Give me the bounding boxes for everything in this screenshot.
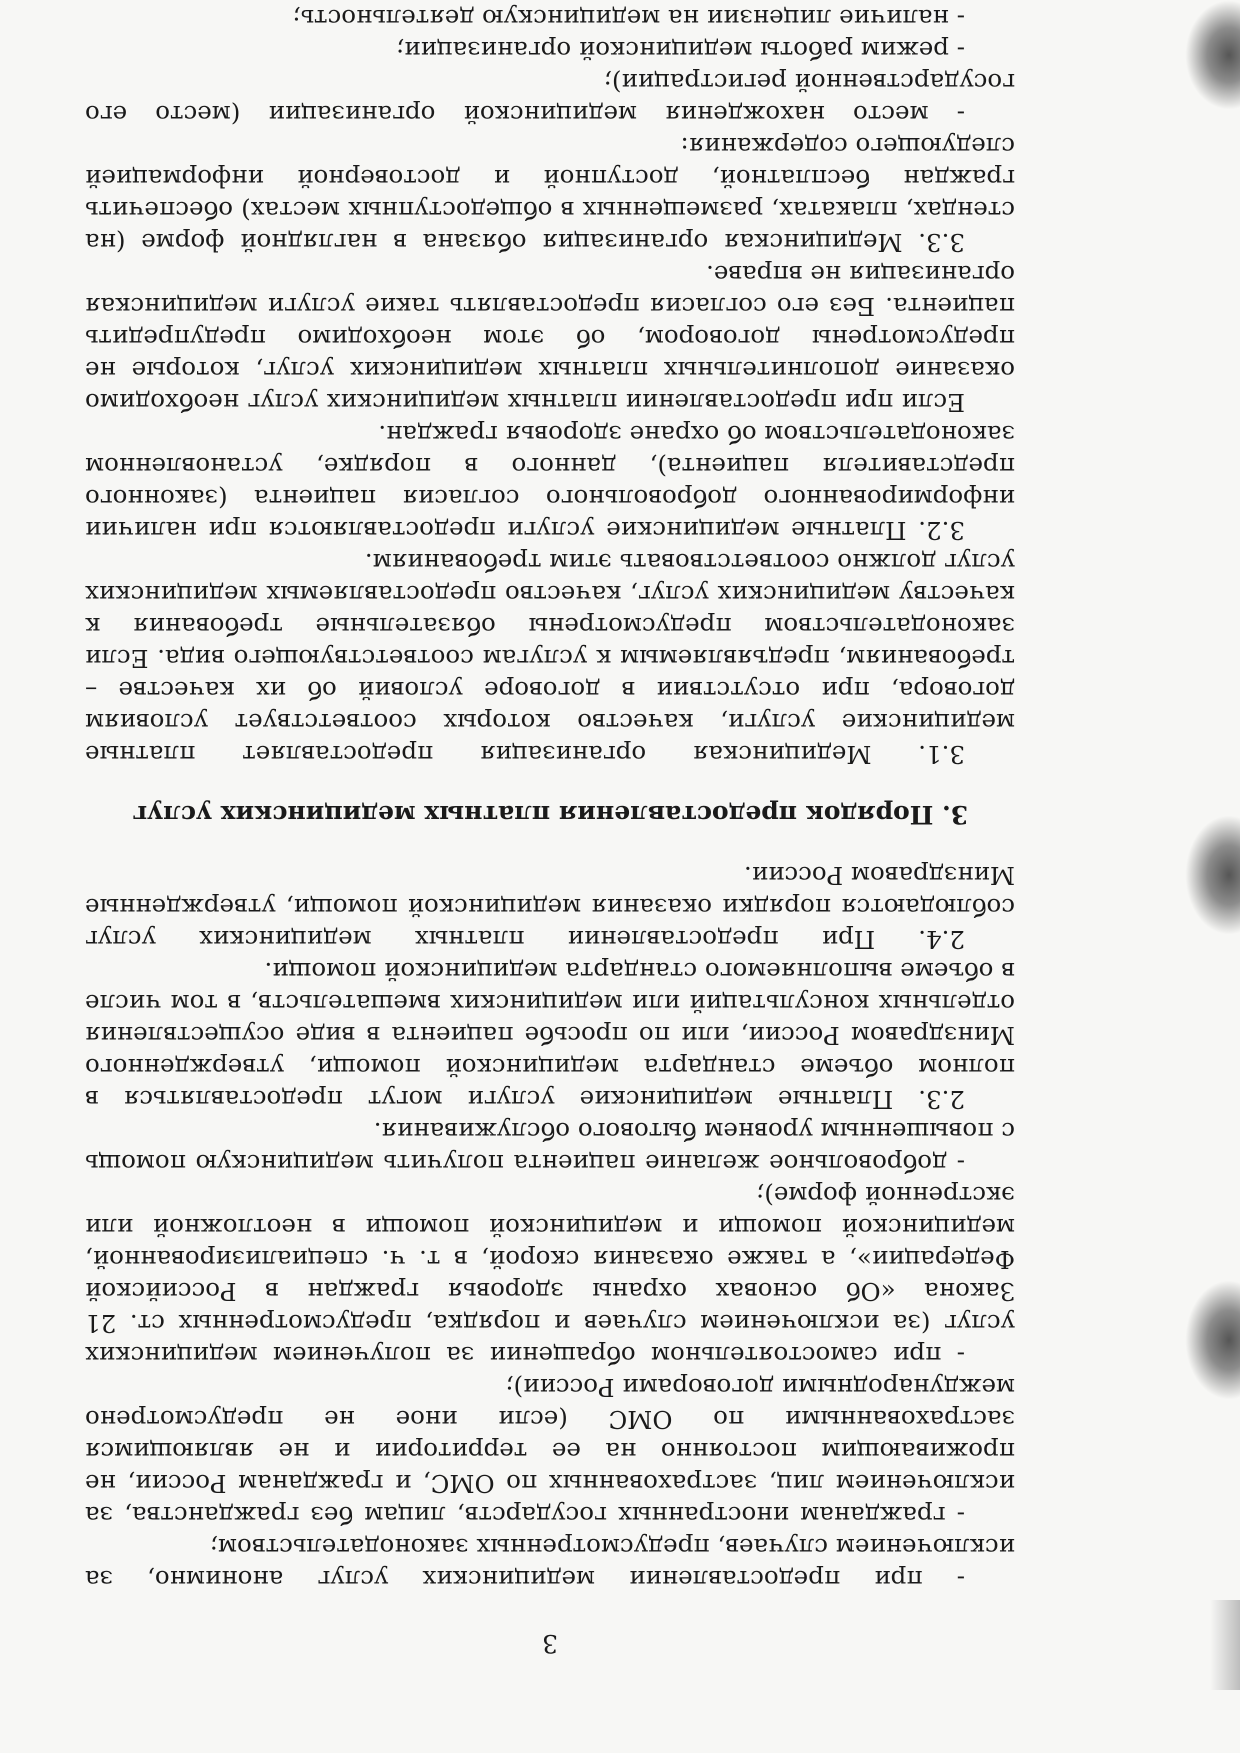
bullet-item: - место нахождения медицинской организации (место его государственной регистрации); xyxy=(85,68,1015,129)
bullet-item: - гражданам иностранных государств, лицам без гражданства, за исключением лиц, застрахованных по ОМС, и гражданам России, не проживающим постоянно на ее территории и не являющимся застрахованными по ОМС (если иное не предусмотрено международными договорами России); xyxy=(85,1373,1015,1530)
bullet-item: - добровольное желание пациента получить медицинскую помощь с повышенным уровнем бытового обслуживания. xyxy=(85,1117,1015,1178)
bullet-item: - наличие лицензии на медицинскую деятельность; xyxy=(292,4,965,33)
paragraph: 3.1. Медицинская организация предоставляет платные медицинские услуги, качество которых соответствует условиям договора, при отсутствии в договоре условий об их качестве – требованиям, предъявляемым к услугам соответствующего вида. Если законодательством предусмотрены обязательные требования к качеству медицинских услуг, качество предоставляемых медицинских услуг должно соответствовать этим требованиям. xyxy=(85,548,1015,769)
bullet-item: - при предоставлении медицинских услуг анонимно, за исключением случаев, предусмотренных законодательством; xyxy=(85,1533,1015,1594)
page-number: 3 xyxy=(542,1629,558,1658)
paragraphs-section-2 xyxy=(85,859,1015,1595)
bullet-item: - режим работы медицинской организации; xyxy=(395,36,965,65)
paragraph: 2.4. При предоставлении платных медицинских услуг соблюдаются порядки оказания медицинской помощи, утвержденные Минздравом России. xyxy=(85,861,1015,954)
section-heading: 3. Порядок предоставления платных медицинских услуг xyxy=(131,800,969,829)
paragraph: 2.3. Платные медицинские услуги могут предоставляться в полном объеме стандарта медицинской помощи, утвержденного Минздравом России, или по просьбе пациента в виде осуществления отдельных консультаций или медицинских вмешательств, в том числе в объеме выполняемого стандарта медицинской помощи. xyxy=(85,957,1015,1114)
paragraph: 3.2. Платные медицинские услуги предоставляются при наличии информированного добровольного согласия пациента (законного представителя пациента), данного в порядке, установленном законодательством об охране здоровья граждан. xyxy=(85,420,1015,545)
bullet-item: - при самостоятельном обращении за получением медицинских услуг (за исключением случаев и порядка, предусмотренных ст. 21 Закона «Об основах охраны здоровья граждан в Российской Федерации», а также оказания скорой, в т. ч. специализированной, медицинской помощи и медицинской помощи в неотложной или экстренной форме); xyxy=(85,1181,1015,1370)
paragraph: 3.3. Медицинская организация обязана в наглядной форме (на стендах, плакатах, размещенных в общедоступных местах) обеспечить граждан бесплатной, доступной и достоверной информацией следующего содержания: xyxy=(85,132,1015,257)
paragraphs-section-3 xyxy=(85,2,1015,770)
page-content xyxy=(85,2,1015,1658)
paragraph: Если при предоставлении платных медицинских услуг необходимо оказание дополнительных платных медицинских услуг, которые не предусмотрены договором, об этом необходимо предупредить пациента. Без его согласия предоставлять такие услуги медицинская организация не вправе. xyxy=(85,260,1015,417)
